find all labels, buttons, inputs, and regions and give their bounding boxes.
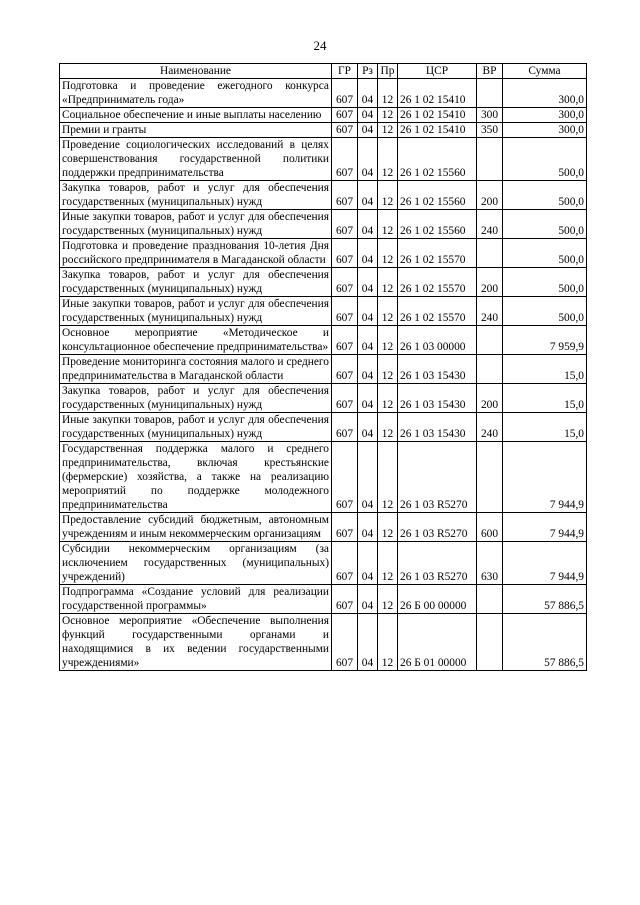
- cell-gr: 607: [332, 268, 358, 297]
- cell-vr: 200: [477, 268, 503, 297]
- cell-pr: 12: [378, 413, 398, 442]
- table-row: [60, 542, 587, 585]
- cell-vr: 300: [477, 108, 503, 123]
- cell-vr: 630: [477, 542, 503, 585]
- table-body: [60, 79, 587, 671]
- cell-csr: 26 1 03 R5270: [398, 513, 477, 542]
- cell-csr: 26 1 03 R5270: [398, 542, 477, 585]
- cell-sum: 7 959,9: [503, 326, 587, 355]
- table-row: [60, 413, 587, 442]
- cell-rz: 04: [358, 181, 378, 210]
- cell-pr: 12: [378, 108, 398, 123]
- cell-pr: 12: [378, 326, 398, 355]
- table-row: [60, 79, 587, 108]
- cell-pr: 12: [378, 123, 398, 138]
- cell-rz: 04: [358, 138, 378, 181]
- budget-table: [59, 63, 587, 671]
- cell-name: Основное мероприятие «Методическое и консультационное обеспечение предпринимательства»: [60, 326, 332, 355]
- cell-name: Иные закупки товаров, работ и услуг для обеспечения государственных (муниципальных) нужд: [60, 210, 332, 239]
- cell-gr: 607: [332, 239, 358, 268]
- cell-csr: 26 1 02 15560: [398, 181, 477, 210]
- cell-pr: 12: [378, 297, 398, 326]
- table-header-row: [60, 64, 587, 79]
- cell-pr: 12: [378, 210, 398, 239]
- cell-gr: 607: [332, 585, 358, 614]
- cell-gr: 607: [332, 181, 358, 210]
- cell-vr: [477, 326, 503, 355]
- cell-name: Социальное обеспечение и иные выплаты населению: [60, 108, 332, 123]
- cell-rz: 04: [358, 442, 378, 513]
- cell-name: Подготовка и проведение празднования 10-летия Дня российского предпринимателя в Магаданской области: [60, 239, 332, 268]
- cell-csr: 26 1 03 R5270: [398, 442, 477, 513]
- cell-csr: 26 1 02 15410: [398, 123, 477, 138]
- page-number: 24: [313, 38, 327, 53]
- cell-pr: 12: [378, 585, 398, 614]
- cell-csr: 26 1 02 15570: [398, 297, 477, 326]
- cell-gr: 607: [332, 413, 358, 442]
- cell-csr: 26 1 02 15570: [398, 268, 477, 297]
- cell-gr: 607: [332, 79, 358, 108]
- cell-name: Иные закупки товаров, работ и услуг для обеспечения государственных (муниципальных) нужд: [60, 413, 332, 442]
- cell-gr: 607: [332, 513, 358, 542]
- cell-gr: 607: [332, 384, 358, 413]
- cell-vr: [477, 614, 503, 671]
- cell-vr: [477, 79, 503, 108]
- table-row: [60, 210, 587, 239]
- table-row: [60, 268, 587, 297]
- cell-sum: 500,0: [503, 138, 587, 181]
- cell-gr: 607: [332, 297, 358, 326]
- header-vr: ВР: [477, 64, 503, 79]
- cell-sum: 15,0: [503, 355, 587, 384]
- header-gr: ГР: [332, 64, 358, 79]
- cell-csr: 26 Б 01 00000: [398, 614, 477, 671]
- table-row: [60, 123, 587, 138]
- cell-sum: 57 886,5: [503, 614, 587, 671]
- cell-vr: [477, 239, 503, 268]
- cell-rz: 04: [358, 108, 378, 123]
- cell-rz: 04: [358, 79, 378, 108]
- cell-name: Государственная поддержка малого и среднего предпринимательства, включая крестьянские (фермерские) хозяйства, а также на реализацию мероприятий по поддержке молодежного предпринимательства: [60, 442, 332, 513]
- table-row: [60, 138, 587, 181]
- cell-sum: 500,0: [503, 268, 587, 297]
- cell-name: Закупка товаров, работ и услуг для обеспечения государственных (муниципальных) нужд: [60, 181, 332, 210]
- cell-vr: 240: [477, 297, 503, 326]
- cell-name: Подпрограмма «Создание условий для реализации государственной программы»: [60, 585, 332, 614]
- cell-name: Проведение социологических исследований в целях совершенствования государственной политики поддержки предпринимательства: [60, 138, 332, 181]
- cell-name: Иные закупки товаров, работ и услуг для обеспечения государственных (муниципальных) нужд: [60, 297, 332, 326]
- cell-sum: 300,0: [503, 79, 587, 108]
- cell-vr: 200: [477, 384, 503, 413]
- table-row: [60, 442, 587, 513]
- cell-rz: 04: [358, 297, 378, 326]
- cell-sum: 15,0: [503, 384, 587, 413]
- cell-gr: 607: [332, 138, 358, 181]
- cell-csr: 26 1 03 15430: [398, 355, 477, 384]
- cell-pr: 12: [378, 614, 398, 671]
- table-row: [60, 297, 587, 326]
- cell-rz: 04: [358, 123, 378, 138]
- cell-rz: 04: [358, 413, 378, 442]
- cell-vr: [477, 138, 503, 181]
- cell-rz: 04: [358, 614, 378, 671]
- cell-csr: 26 1 03 00000: [398, 326, 477, 355]
- cell-csr: 26 1 03 15430: [398, 413, 477, 442]
- cell-rz: 04: [358, 384, 378, 413]
- cell-rz: 04: [358, 513, 378, 542]
- header-rz: Рз: [358, 64, 378, 79]
- cell-sum: 7 944,9: [503, 513, 587, 542]
- cell-gr: 607: [332, 123, 358, 138]
- cell-name: Основное мероприятие «Обеспечение выполнения функций государственными органами и находящимися в их ведении государственными учреждениями»: [60, 614, 332, 671]
- header-name: Наименование: [60, 64, 332, 79]
- cell-pr: 12: [378, 181, 398, 210]
- cell-name: Подготовка и проведение ежегодного конкурса «Предприниматель года»: [60, 79, 332, 108]
- cell-name: Субсидии некоммерческим организациям (за исключением государственных (муниципальных) учреждений): [60, 542, 332, 585]
- cell-sum: 15,0: [503, 413, 587, 442]
- cell-rz: 04: [358, 585, 378, 614]
- cell-gr: 607: [332, 108, 358, 123]
- cell-pr: 12: [378, 513, 398, 542]
- header-pr: Пр: [378, 64, 398, 79]
- cell-csr: 26 1 02 15560: [398, 138, 477, 181]
- table-row: [60, 384, 587, 413]
- cell-sum: 300,0: [503, 123, 587, 138]
- cell-rz: 04: [358, 326, 378, 355]
- cell-gr: 607: [332, 210, 358, 239]
- cell-sum: 57 886,5: [503, 585, 587, 614]
- cell-rz: 04: [358, 239, 378, 268]
- cell-sum: 500,0: [503, 210, 587, 239]
- cell-gr: 607: [332, 614, 358, 671]
- table-row: [60, 614, 587, 671]
- cell-name: Закупка товаров, работ и услуг для обеспечения государственных (муниципальных) нужд: [60, 384, 332, 413]
- cell-gr: 607: [332, 355, 358, 384]
- cell-gr: 607: [332, 442, 358, 513]
- cell-name: Премии и гранты: [60, 123, 332, 138]
- cell-sum: 500,0: [503, 239, 587, 268]
- table-row: [60, 239, 587, 268]
- cell-vr: 240: [477, 210, 503, 239]
- cell-csr: 26 1 02 15410: [398, 108, 477, 123]
- cell-pr: 12: [378, 79, 398, 108]
- table-row: [60, 355, 587, 384]
- table-row: [60, 108, 587, 123]
- cell-sum: 7 944,9: [503, 442, 587, 513]
- cell-sum: 7 944,9: [503, 542, 587, 585]
- cell-vr: [477, 355, 503, 384]
- cell-vr: [477, 442, 503, 513]
- cell-csr: 26 1 02 15410: [398, 79, 477, 108]
- cell-rz: 04: [358, 355, 378, 384]
- cell-rz: 04: [358, 210, 378, 239]
- cell-vr: [477, 585, 503, 614]
- cell-csr: 26 1 03 15430: [398, 384, 477, 413]
- cell-pr: 12: [378, 138, 398, 181]
- cell-sum: 300,0: [503, 108, 587, 123]
- cell-sum: 500,0: [503, 297, 587, 326]
- cell-sum: 500,0: [503, 181, 587, 210]
- cell-pr: 12: [378, 442, 398, 513]
- cell-csr: 26 Б 00 00000: [398, 585, 477, 614]
- cell-name: Предоставление субсидий бюджетным, автономным учреждениям и иным некоммерческим организациям: [60, 513, 332, 542]
- cell-pr: 12: [378, 355, 398, 384]
- cell-pr: 12: [378, 384, 398, 413]
- table-row: [60, 513, 587, 542]
- table-row: [60, 585, 587, 614]
- table-row: [60, 181, 587, 210]
- cell-pr: 12: [378, 542, 398, 585]
- cell-pr: 12: [378, 239, 398, 268]
- cell-gr: 607: [332, 542, 358, 585]
- cell-gr: 607: [332, 326, 358, 355]
- cell-vr: 350: [477, 123, 503, 138]
- header-csr: ЦСР: [398, 64, 477, 79]
- cell-csr: 26 1 02 15570: [398, 239, 477, 268]
- header-sum: Сумма: [503, 64, 587, 79]
- cell-name: Проведение мониторинга состояния малого и среднего предпринимательства в Магаданской области: [60, 355, 332, 384]
- cell-pr: 12: [378, 268, 398, 297]
- table-row: [60, 326, 587, 355]
- cell-vr: 600: [477, 513, 503, 542]
- cell-csr: 26 1 02 15560: [398, 210, 477, 239]
- cell-vr: 200: [477, 181, 503, 210]
- cell-rz: 04: [358, 268, 378, 297]
- cell-name: Закупка товаров, работ и услуг для обеспечения государственных (муниципальных) нужд: [60, 268, 332, 297]
- cell-rz: 04: [358, 542, 378, 585]
- cell-vr: 240: [477, 413, 503, 442]
